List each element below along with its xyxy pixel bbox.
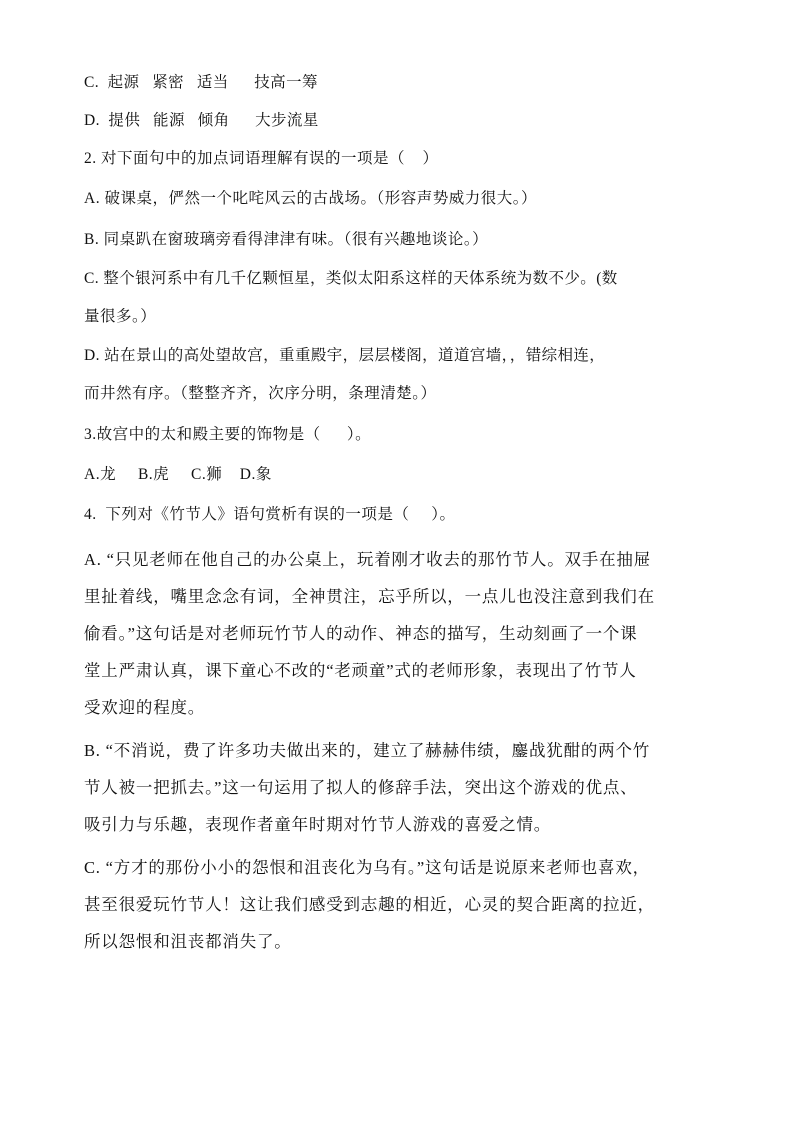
question-2-option-a: A. 破课桌，俨然一个叱咤风云的古战场。（形容声势威力很大。） [84,190,537,208]
question-4-option-a-line-4: 堂上严肃认真，课下童心不改的“老顽童”式的老师形象，表现出了竹节人 [84,660,637,680]
question-4-option-c [84,851,721,958]
question-4-option-b-line-1: B. “不消说，费了许多功夫做出来的，建立了赫赫伟绩，鏖战犹酣的两个竹 [84,740,651,760]
question-2-option-d-line-2: 而井然有序。（整整齐齐，次序分明，条理清楚。） [84,385,437,403]
question-3-options: A.龙 B.虎 C.狮 D.象 [84,466,272,484]
option-line-d: D. 提供 能源 倾角 大步流星 [84,112,319,129]
question-4-option-a [84,543,721,724]
question-4-option-c-line-2: 甚至很爱玩竹节人！这让我们感受到志趣的相近，心灵的契合距离的拉近， [84,894,655,914]
question-4-option-b-line-2: 节人被一把抓去。”这一句运用了拟人的修辞手法，突出这个游戏的优点、 [84,777,638,797]
question-2-option-b: B. 同桌趴在窗玻璃旁看得津津有味。（很有兴趣地谈论。） [84,230,489,248]
question-4-option-b [84,734,721,841]
question-2-option-c-line-2: 量很多。） [84,308,157,326]
question-4-option-c-line-1: C. “方才的那份小小的怨恨和沮丧化为乌有。”这句话是说原来老师也喜欢， [84,857,650,877]
question-4-stem: 4. 下列对《竹节人》语句赏析有误的一项是（ ）。 [84,506,456,524]
question-2-option-c-line-1: C. 整个银河系中有几千亿颗恒星，类似太阳系这样的天体系统为数不少。(数 [84,270,618,288]
question-3-stem: 3.故宫中的太和殿主要的饰物是（ ）。 [84,425,372,443]
question-4-option-c-line-3: 所以怨恨和沮丧都消失了。 [84,931,292,951]
question-4-option-a-line-1: A. “只见老师在他自己的办公桌上，玩着刚才收去的那竹节人。双手在抽屉 [84,549,651,569]
question-2-stem: 2. 对下面句中的加点词语理解有误的一项是（ ） [84,150,439,167]
question-2-option-d-line-1: D. 站在景山的高处望故宫，重重殿宇，层层楼阁，道道宫墙，，错综相连， [84,347,606,365]
option-line-c: C. 起源 紧密 适当 技高一筹 [84,74,318,91]
question-4-option-a-line-2: 里扯着线，嘴里念念有词，全神贯注，忘乎所以，一点儿也没注意到我们在 [84,586,655,606]
question-4-option-a-line-5: 受欢迎的程度。 [84,697,206,717]
question-4-option-b-line-3: 吸引力与乐趣，表现作者童年时期对竹节人游戏的喜爱之情。 [84,814,552,834]
question-4-option-a-line-3: 偷看。”这句话是对老师玩竹节人的动作、神态的描写，生动刻画了一个课 [84,623,638,643]
